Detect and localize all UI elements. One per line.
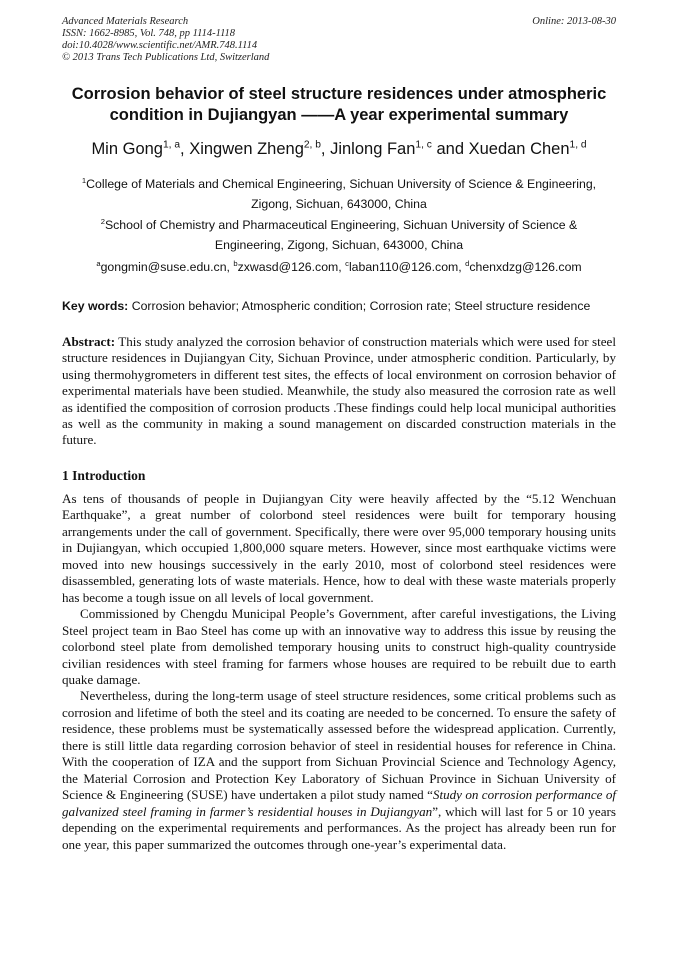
abstract-text: This study analyzed the corrosion behavior of construction materials which were used for steel structure residences in Dujiangyan City, Sichuan Province, under atmospheric condition. Particularly, by using thermohygrometers in different test sites, the effects of local environment on corrosion behavior of experimental materials have been studied. Meanwhile, the study also measured the corrosion rate as well as identified the composition of corrosion products .These findings could help local municipal authorities as well as the community in making a sound management on discarded construction materials in the future. xyxy=(62,334,616,448)
affiliation-text: School of Chemistry and Pharmaceutical Engineering, Sichuan University of Science & Engineering, Zigong, Sichuan, 643000, China xyxy=(104,218,578,252)
email-address: chenxdzg@126.com xyxy=(469,260,582,274)
online-date: Online: 2013-08-30 xyxy=(532,16,616,27)
email-address: gongmin@suse.edu.cn xyxy=(100,260,227,274)
author-affiliation-mark: 1, c xyxy=(415,139,432,151)
body-paragraph: Commissioned by Chengdu Municipal People’s Government, after careful investigations, the Living Steel project team in Bao Steel has come up with an innovative way to address this issue by reusing the colorbond steel plate from demolished temporary housing units to construct high-quality countryside civilian residences with steel framing for farmers whose houses are required to be rebuilt due to earth quake damage. xyxy=(62,606,616,687)
author-affiliation-mark: 2, b xyxy=(303,139,321,151)
study-title-italic: Study on corrosion performance of galvanized steel framing in farmer’s residential houses in Dujiangyan xyxy=(62,787,617,819)
author-name: Xuedan Chen xyxy=(468,140,570,158)
journal-doi: doi:10.4028/www.scientific.net/AMR.748.1114 xyxy=(62,40,258,51)
abstract xyxy=(62,334,616,449)
journal-issn: ISSN: 1662-8985, Vol. 748, pp 1114-1118 xyxy=(62,28,236,39)
keywords-label: Key words: xyxy=(62,299,129,313)
author-separator: , xyxy=(180,140,190,158)
keywords xyxy=(62,297,616,315)
email-separator: , xyxy=(458,260,466,274)
author-affiliation-mark: 1, d xyxy=(569,139,587,151)
email-mark: c xyxy=(345,258,349,268)
author-name: Min Gong xyxy=(91,140,163,158)
body-paragraph xyxy=(62,688,616,853)
email-list xyxy=(62,258,616,276)
section-heading: 1 Introduction xyxy=(62,468,146,483)
email-address: laban110@126.com xyxy=(348,260,459,274)
email-mark: a xyxy=(96,258,101,268)
journal-name: Advanced Materials Research xyxy=(62,16,189,27)
affiliation xyxy=(70,174,608,214)
email-separator: , xyxy=(338,260,346,274)
journal-header xyxy=(62,16,269,64)
paper-title: Corrosion behavior of steel structure residences under atmospheric condition in Dujiangyan ——A year experimental summary xyxy=(71,85,607,124)
keywords-text: Corrosion behavior; Atmospheric condition; Corrosion rate; Steel structure residence xyxy=(128,299,591,313)
paragraph-text: ”, which will last for 5 or 10 years depending on the experimental requirements and performances. As the project has already been run for one year, this paper summarized the outcomes through one-year’s experimental data. xyxy=(62,803,616,852)
email-separator: , xyxy=(226,260,234,274)
journal-copyright: © 2013 Trans Tech Publications Ltd, Switzerland xyxy=(62,52,270,63)
affiliation xyxy=(70,215,608,255)
email-mark: d xyxy=(465,258,470,268)
author-separator: and xyxy=(431,140,469,158)
author-affiliation-mark: 1, a xyxy=(162,139,181,151)
author-separator: , xyxy=(320,140,331,158)
section-body xyxy=(62,491,616,853)
affiliation-text: College of Materials and Chemical Engineering, Sichuan University of Science & Engineering, Zigong, Sichuan, 643000, China xyxy=(86,177,597,211)
author-name: Xingwen Zheng xyxy=(189,140,304,158)
author-list xyxy=(62,139,616,159)
author-name: Jinlong Fan xyxy=(330,140,416,158)
abstract-label: Abstract: xyxy=(62,334,116,349)
body-paragraph: As tens of thousands of people in Dujiangyan City were heavily affected by the “5.12 Wenchuan Earthquake”, a great number of colorbond steel residences were built for temporary housing arrangements under the call of government. Specifically, there were over 95,000 temporary housing units in Dujiangyan, which occupied 1,800,000 square meters. However, since most earthquake victims were moved into new housings successively in the early 2010, most of colorbond steel residences were disassembled, generating lots of waste materials. Hence, how to deal with these waste materials properly has become a tough issue on all levels of local government. xyxy=(62,491,616,605)
email-mark: b xyxy=(233,258,238,268)
affiliation-mark: 2 xyxy=(100,216,105,226)
affiliation-mark: 1 xyxy=(81,175,87,185)
paragraph-text: Nevertheless, during the long-term usage of steel structure residences, some critical problems such as corrosion and lifetime of both the steel and its coating are needed to be concerned. To ensure the safety of residence, these problems must be systematically assessed before the widespread application. Currently, there is still little data regarding corrosion behavior of steel in residential houses for reference in China. With the cooperation of IZA and the support from Sichuan Provincial Science and Technology Agency, the Material Corrosion and Protection Key Laboratory of Sichuan Province in Sichuan University of Science & Engineering (SUSE) have undertaken a pilot study named “ xyxy=(62,688,616,803)
email-address: zxwasd@126.com xyxy=(237,260,339,274)
